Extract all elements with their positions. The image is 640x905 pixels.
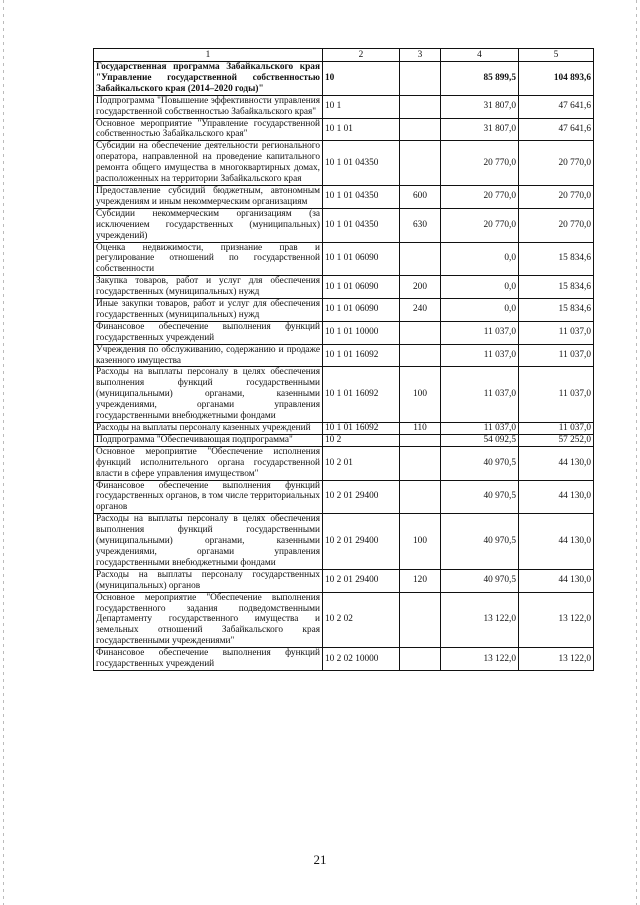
row-name: Основное мероприятие "Обеспечение выполнения государственного задания подведомственными Департаменту государственного имущества и земельных отношений Забайкальского края государственными учреждениями" bbox=[94, 592, 323, 648]
expense-type-code bbox=[400, 321, 441, 344]
amount-col-4: 13 122,0 bbox=[441, 592, 519, 648]
table-row bbox=[94, 185, 594, 208]
row-name: Субсидии некоммерческим организациям (за исключением государственных (муниципальных) учреждений) bbox=[94, 208, 323, 242]
row-name: Расходы на выплаты персоналу казенных учреждений bbox=[94, 423, 323, 435]
header-col-1: 1 bbox=[94, 49, 323, 62]
target-article-code: 10 2 02 10000 bbox=[323, 648, 400, 671]
header-col-5: 5 bbox=[519, 49, 594, 62]
budget-table bbox=[93, 48, 594, 671]
row-name: Расходы на выплаты персоналу в целях обеспечения выполнения функций государственными (муниципальными) органами, казенными учреждениями, органами управления государственными внебюджетными фондами bbox=[94, 514, 323, 570]
row-name: Оценка недвижимости, признание прав и регулирование отношений по государственной собственности bbox=[94, 242, 323, 276]
page-number: 21 bbox=[313, 852, 327, 867]
row-name: Подпрограмма "Обеспечивающая подпрограмма" bbox=[94, 434, 323, 446]
table-row bbox=[94, 344, 594, 367]
expense-type-code: 110 bbox=[400, 423, 441, 435]
expense-type-code: 200 bbox=[400, 276, 441, 299]
amount-col-4: 20 770,0 bbox=[441, 208, 519, 242]
amount-col-5: 20 770,0 bbox=[519, 141, 594, 186]
amount-col-4: 20 770,0 bbox=[441, 185, 519, 208]
amount-col-4: 11 037,0 bbox=[441, 321, 519, 344]
target-article-code: 10 1 01 06090 bbox=[323, 276, 400, 299]
table-row bbox=[94, 208, 594, 242]
expense-type-code bbox=[400, 592, 441, 648]
expense-type-code bbox=[400, 434, 441, 446]
page-edge-left bbox=[3, 0, 4, 905]
target-article-code: 10 1 01 06090 bbox=[323, 242, 400, 276]
header-col-3: 3 bbox=[400, 49, 441, 62]
amount-col-4: 0,0 bbox=[441, 276, 519, 299]
expense-type-code: 600 bbox=[400, 185, 441, 208]
table-row bbox=[94, 141, 594, 186]
page-edge-right bbox=[636, 0, 637, 905]
expense-type-code bbox=[400, 446, 441, 480]
row-name: Финансовое обеспечение выполнения функций государственных органов, в том числе территориальных органов bbox=[94, 480, 323, 514]
expense-type-code: 240 bbox=[400, 299, 441, 322]
table-row bbox=[94, 648, 594, 671]
expense-type-code bbox=[400, 480, 441, 514]
amount-col-4: 11 037,0 bbox=[441, 344, 519, 367]
table-row bbox=[94, 446, 594, 480]
target-article-code: 10 1 01 16092 bbox=[323, 423, 400, 435]
row-name: Государственная программа Забайкальского края "Управление государственной собственностью Забайкальского края (2014–2020 годы)" bbox=[94, 62, 323, 96]
target-article-code: 10 2 01 29400 bbox=[323, 569, 400, 592]
target-article-code: 10 1 bbox=[323, 95, 400, 118]
amount-col-5: 11 037,0 bbox=[519, 344, 594, 367]
target-article-code: 10 1 01 04350 bbox=[323, 185, 400, 208]
amount-col-5: 44 130,0 bbox=[519, 480, 594, 514]
target-article-code: 10 1 01 10000 bbox=[323, 321, 400, 344]
row-name: Субсидии на обеспечение деятельности регионального оператора, направленной на проведение капитального ремонта общего имущества в многоквартирных домах, расположенных на территории Забайкальского края bbox=[94, 141, 323, 186]
amount-col-4: 40 970,5 bbox=[441, 446, 519, 480]
header-col-2: 2 bbox=[323, 49, 400, 62]
expense-type-code bbox=[400, 95, 441, 118]
row-name: Иные закупки товаров, работ и услуг для обеспечения государственных (муниципальных) нужд bbox=[94, 299, 323, 322]
amount-col-5: 11 037,0 bbox=[519, 321, 594, 344]
row-name: Расходы на выплаты персоналу государственных (муниципальных) органов bbox=[94, 569, 323, 592]
row-name: Финансовое обеспечение выполнения функций государственных учреждений bbox=[94, 321, 323, 344]
amount-col-5: 44 130,0 bbox=[519, 446, 594, 480]
target-article-code: 10 2 01 29400 bbox=[323, 480, 400, 514]
amount-col-5: 13 122,0 bbox=[519, 648, 594, 671]
expense-type-code bbox=[400, 344, 441, 367]
row-name: Основное мероприятие "Обеспечение исполнения функций исполнительного органа государственной власти в сфере управления имуществом" bbox=[94, 446, 323, 480]
target-article-code: 10 bbox=[323, 62, 400, 96]
table-row bbox=[94, 423, 594, 435]
amount-col-5: 11 037,0 bbox=[519, 367, 594, 423]
expense-type-code bbox=[400, 62, 441, 96]
table-row bbox=[94, 242, 594, 276]
target-article-code: 10 1 01 04350 bbox=[323, 208, 400, 242]
amount-col-5: 104 893,6 bbox=[519, 62, 594, 96]
amount-col-4: 11 037,0 bbox=[441, 423, 519, 435]
amount-col-4: 85 899,5 bbox=[441, 62, 519, 96]
amount-col-5: 20 770,0 bbox=[519, 185, 594, 208]
amount-col-5: 44 130,0 bbox=[519, 514, 594, 570]
amount-col-4: 54 092,5 bbox=[441, 434, 519, 446]
amount-col-5: 15 834,6 bbox=[519, 276, 594, 299]
target-article-code: 10 1 01 06090 bbox=[323, 299, 400, 322]
expense-type-code bbox=[400, 648, 441, 671]
table-row bbox=[94, 321, 594, 344]
amount-col-5: 47 641,6 bbox=[519, 118, 594, 141]
amount-col-5: 15 834,6 bbox=[519, 242, 594, 276]
amount-col-5: 11 037,0 bbox=[519, 423, 594, 435]
amount-col-4: 31 807,0 bbox=[441, 95, 519, 118]
amount-col-5: 13 122,0 bbox=[519, 592, 594, 648]
target-article-code: 10 1 01 16092 bbox=[323, 344, 400, 367]
expense-type-code: 100 bbox=[400, 367, 441, 423]
row-name: Предоставление субсидий бюджетным, автономным учреждениям и иным некоммерческим организациям bbox=[94, 185, 323, 208]
row-name: Учреждения по обслуживанию, содержанию и продаже казенного имущества bbox=[94, 344, 323, 367]
table-row bbox=[94, 276, 594, 299]
amount-col-4: 11 037,0 bbox=[441, 367, 519, 423]
amount-col-4: 31 807,0 bbox=[441, 118, 519, 141]
amount-col-5: 15 834,6 bbox=[519, 299, 594, 322]
expense-type-code: 630 bbox=[400, 208, 441, 242]
amount-col-4: 0,0 bbox=[441, 299, 519, 322]
amount-col-4: 40 970,5 bbox=[441, 514, 519, 570]
amount-col-4: 40 970,5 bbox=[441, 569, 519, 592]
table-row bbox=[94, 299, 594, 322]
table-row bbox=[94, 62, 594, 96]
expense-type-code: 120 bbox=[400, 569, 441, 592]
expense-type-code bbox=[400, 141, 441, 186]
table-header bbox=[94, 49, 594, 62]
target-article-code: 10 1 01 16092 bbox=[323, 367, 400, 423]
expense-type-code bbox=[400, 242, 441, 276]
amount-col-4: 13 122,0 bbox=[441, 648, 519, 671]
amount-col-4: 40 970,5 bbox=[441, 480, 519, 514]
target-article-code: 10 2 01 bbox=[323, 446, 400, 480]
table-row bbox=[94, 514, 594, 570]
table-row bbox=[94, 434, 594, 446]
amount-col-5: 47 641,6 bbox=[519, 95, 594, 118]
amount-col-5: 20 770,0 bbox=[519, 208, 594, 242]
amount-col-5: 57 252,0 bbox=[519, 434, 594, 446]
header-row bbox=[94, 49, 594, 62]
target-article-code: 10 2 01 29400 bbox=[323, 514, 400, 570]
row-name: Подпрограмма "Повышение эффективности управления государственной собственностью Забайкальского края" bbox=[94, 95, 323, 118]
table-row bbox=[94, 480, 594, 514]
table-body bbox=[94, 62, 594, 671]
expense-type-code bbox=[400, 118, 441, 141]
target-article-code: 10 2 02 bbox=[323, 592, 400, 648]
table-row bbox=[94, 592, 594, 648]
amount-col-4: 20 770,0 bbox=[441, 141, 519, 186]
row-name: Расходы на выплаты персоналу в целях обеспечения выполнения функций государственными (муниципальными) органами, казенными учреждениями, органами управления государственными внебюджетными фондами bbox=[94, 367, 323, 423]
target-article-code: 10 1 01 bbox=[323, 118, 400, 141]
table-row bbox=[94, 118, 594, 141]
row-name: Закупка товаров, работ и услуг для обеспечения государственных (муниципальных) нужд bbox=[94, 276, 323, 299]
expense-type-code: 100 bbox=[400, 514, 441, 570]
table-row bbox=[94, 367, 594, 423]
table-row bbox=[94, 569, 594, 592]
target-article-code: 10 2 bbox=[323, 434, 400, 446]
amount-col-5: 44 130,0 bbox=[519, 569, 594, 592]
row-name: Финансовое обеспечение выполнения функций государственных учреждений bbox=[94, 648, 323, 671]
table-row bbox=[94, 95, 594, 118]
target-article-code: 10 1 01 04350 bbox=[323, 141, 400, 186]
amount-col-4: 0,0 bbox=[441, 242, 519, 276]
row-name: Основное мероприятие "Управление государственной собственностью Забайкальского края" bbox=[94, 118, 323, 141]
header-col-4: 4 bbox=[441, 49, 519, 62]
